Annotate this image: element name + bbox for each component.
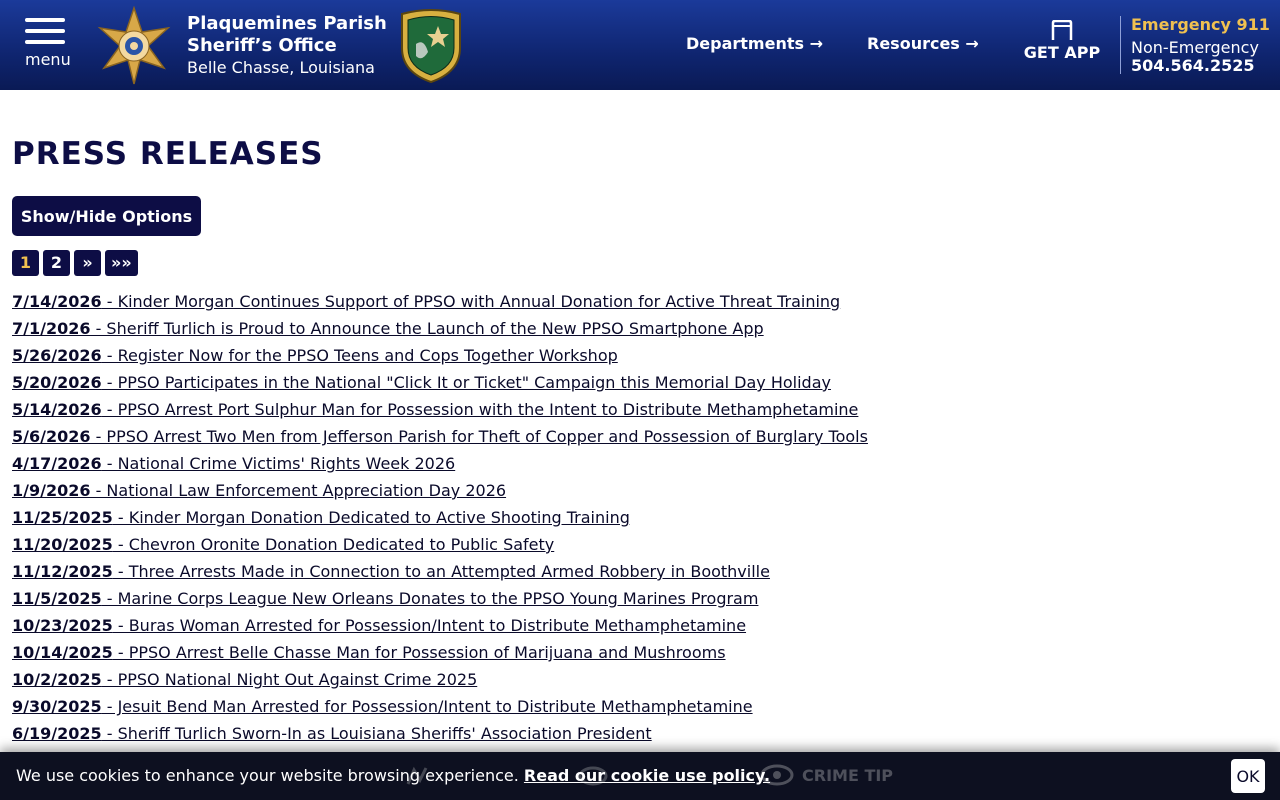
release-title: - Register Now for the PPSO Teens and Cops Together Workshop — [101, 346, 618, 365]
next-page-button[interactable]: » — [74, 250, 101, 276]
list-item — [12, 480, 868, 507]
release-date: 11/12/2025 — [12, 562, 113, 581]
page-1-button[interactable]: 1 — [12, 250, 39, 276]
menu-button[interactable] — [20, 16, 76, 72]
release-date: 6/19/2025 — [12, 724, 102, 743]
release-date: 4/17/2026 — [12, 454, 102, 473]
release-title: - Three Arrests Made in Connection to an Attempted Armed Robbery in Boothville — [112, 562, 770, 581]
press-release-list — [12, 291, 868, 750]
release-title: - PPSO Arrest Port Sulphur Man for Possession with the Intent to Distribute Methamphetamine — [101, 400, 859, 419]
release-title: - National Law Enforcement Appreciation Day 2026 — [90, 481, 507, 500]
crime-tip-link[interactable] — [760, 764, 893, 786]
org-name[interactable] — [187, 13, 387, 57]
release-title: - Kinder Morgan Donation Dedicated to Active Shooting Training — [112, 508, 630, 527]
mobile-phone-icon — [1050, 20, 1074, 40]
emergency-label[interactable]: Emergency 911 — [1131, 15, 1270, 34]
release-title: - PPSO Arrest Belle Chasse Man for Possession of Marijuana and Mushrooms — [112, 643, 726, 662]
nav-resources-link[interactable]: Resources → — [867, 34, 979, 53]
release-title: - Chevron Oronite Donation Dedicated to Public Safety — [112, 535, 555, 554]
list-item — [12, 615, 868, 642]
release-date: 7/14/2026 — [12, 292, 102, 311]
list-item — [12, 642, 868, 669]
release-title: - PPSO National Night Out Against Crime 2025 — [101, 670, 478, 689]
sheriff-star-badge-logo[interactable] — [94, 6, 174, 86]
release-title: - PPSO Arrest Two Men from Jefferson Parish for Theft of Copper and Possession of Burglary Tools — [90, 427, 868, 446]
site-header — [0, 0, 1280, 90]
list-item — [12, 507, 868, 534]
menu-label: menu — [25, 50, 71, 69]
list-item — [12, 588, 868, 615]
press-release-link[interactable] — [12, 562, 770, 581]
press-release-link[interactable] — [12, 427, 868, 446]
cookie-consent-bar — [0, 752, 1280, 800]
org-name-line1: Plaquemines Parish — [187, 13, 387, 34]
list-item — [12, 372, 868, 399]
list-item — [12, 723, 868, 750]
cookie-ok-button[interactable]: OK — [1231, 759, 1265, 793]
press-release-link[interactable] — [12, 400, 858, 419]
release-title: - Marine Corps League New Orleans Donates to the PPSO Young Marines Program — [101, 589, 759, 608]
release-title: - Sheriff Turlich is Proud to Announce the Launch of the New PPSO Smartphone App — [90, 319, 764, 338]
list-item — [12, 453, 868, 480]
release-date: 11/20/2025 — [12, 535, 113, 554]
last-page-button[interactable]: »» — [105, 250, 138, 276]
cookie-message — [16, 766, 770, 785]
press-release-link[interactable] — [12, 481, 506, 500]
release-title: - Kinder Morgan Continues Support of PPSO with Annual Donation for Active Threat Training — [101, 292, 841, 311]
list-item — [12, 399, 868, 426]
press-release-link[interactable] — [12, 670, 477, 689]
release-date: 9/30/2025 — [12, 697, 102, 716]
release-date: 10/2/2025 — [12, 670, 102, 689]
press-release-link[interactable] — [12, 508, 630, 527]
press-release-link[interactable] — [12, 292, 840, 311]
press-release-link[interactable] — [12, 724, 652, 743]
press-release-link[interactable] — [12, 346, 618, 365]
release-date: 7/1/2026 — [12, 319, 91, 338]
show-hide-options-button[interactable]: Show/Hide Options — [12, 196, 201, 236]
press-release-link[interactable] — [12, 454, 455, 473]
get-app-button[interactable] — [1022, 20, 1102, 70]
list-item — [12, 534, 868, 561]
press-release-link[interactable] — [12, 697, 753, 716]
non-emergency-phone-link[interactable]: 504.564.2525 — [1131, 56, 1255, 75]
crime-tip-label: CRIME TIP — [802, 765, 894, 785]
release-title: - Sheriff Turlich Sworn-In as Louisiana Sheriffs' Association President — [101, 724, 652, 743]
release-title: - Buras Woman Arrested for Possession/Intent to Distribute Methamphetamine — [112, 616, 747, 635]
release-date: 5/14/2026 — [12, 400, 102, 419]
org-name-line2: Sheriff’s Office — [187, 35, 337, 56]
nav-departments-link[interactable]: Departments → — [686, 34, 823, 53]
pagination — [12, 250, 138, 276]
cookie-message-text: We use cookies to enhance your website browsing experience. — [16, 766, 524, 785]
page-title: PRESS RELEASES — [12, 136, 324, 172]
press-release-link[interactable] — [12, 373, 831, 392]
cookie-policy-link[interactable]: Read our cookie use policy. — [523, 766, 771, 785]
hamburger-icon — [25, 18, 65, 51]
org-location: Belle Chasse, Louisiana — [187, 58, 375, 77]
list-item — [12, 291, 868, 318]
get-app-label: GET APP — [1023, 43, 1101, 62]
list-item — [12, 696, 868, 723]
non-emergency-label: Non-Emergency — [1131, 38, 1259, 57]
page-2-button[interactable]: 2 — [43, 250, 70, 276]
release-title: - National Crime Victims' Rights Week 2026 — [101, 454, 456, 473]
release-date: 10/14/2025 — [12, 643, 113, 662]
list-item — [12, 669, 868, 696]
list-item — [12, 561, 868, 588]
release-date: 5/20/2026 — [12, 373, 102, 392]
release-date: 1/9/2026 — [12, 481, 91, 500]
header-divider — [1120, 16, 1121, 74]
list-item — [12, 345, 868, 372]
release-date: 10/23/2025 — [12, 616, 113, 635]
release-title: - PPSO Participates in the National "Click It or Ticket" Campaign this Memorial Day Holiday — [101, 373, 831, 392]
press-release-link[interactable] — [12, 535, 554, 554]
release-title: - Jesuit Bend Man Arrested for Possession/Intent to Distribute Methamphetamine — [101, 697, 753, 716]
list-item — [12, 426, 868, 453]
press-release-link[interactable] — [12, 643, 726, 662]
press-release-link[interactable] — [12, 319, 764, 338]
sheriff-patch-logo — [398, 8, 464, 84]
press-release-link[interactable] — [12, 616, 746, 635]
release-date: 11/5/2025 — [12, 589, 102, 608]
release-date: 5/6/2026 — [12, 427, 91, 446]
list-item — [12, 318, 868, 345]
press-release-link[interactable] — [12, 589, 758, 608]
release-date: 5/26/2026 — [12, 346, 102, 365]
release-date: 11/25/2025 — [12, 508, 113, 527]
